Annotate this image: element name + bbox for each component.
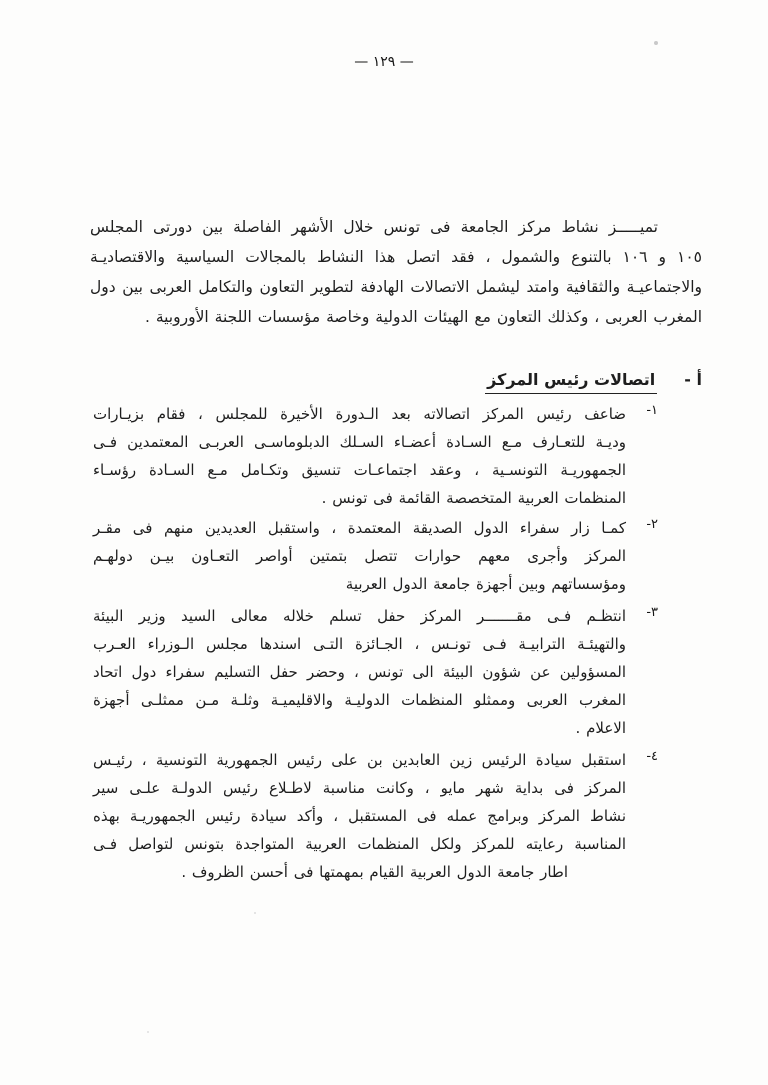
text-line: استقبل سيادة الرئيس زين العابدين بن على رئيس الجمهورية التونسية ، رئيـس <box>93 751 626 769</box>
text-line: المركز فى بداية شهر مايو ، وكانت مناسبة لاطـلاع رئيس الدولـة علـى سير <box>93 779 626 797</box>
scan-speck <box>254 912 256 914</box>
section-title: اتصالات رئيس المركز <box>485 370 657 394</box>
text-line: الجمهوريـة التونسـية ، وعقد اجتماعـات تنسيق وتكـامل مـع السـادة رؤسـاء <box>93 461 626 479</box>
text-line: اطار جامعة الدول العربية القيام بمهمتها فى أحسن الظروف . <box>181 863 568 881</box>
text-line: ومؤسساتهم وبين أجهزة جامعة الدول العربية <box>345 575 626 593</box>
text-line: المنظمات العربية المتخصصة القائمة فى تونس . <box>321 489 626 507</box>
item-number: ٣- <box>646 605 658 620</box>
text-line: المركز وأجرى معهم حوارات تتصل بتمتين أواصر التعـاون بيـن دولهـم <box>93 547 626 565</box>
text-line: كمـا زار سفراء الدول الصديقة المعتمدة ، واستقبل العديدين منهم فى مقـر <box>93 519 626 537</box>
item-number: ٤- <box>646 749 658 764</box>
text-line: المسؤولين عن شؤون البيئة الى تونس ، وحضر حفل التسليم سفراء دول اتحاد <box>93 663 626 681</box>
item-text <box>93 400 626 512</box>
text-line: المغرب العربى ، وكذلك التعاون مع الهيئات الدولية وخاصة مؤسسات اللجنة الأوروبية . <box>144 308 702 326</box>
list-item <box>93 400 658 512</box>
text-line: تميـــــز نشاط مركز الجامعة فى تونس خلال الأشهر الفاصلة بين دورتى المجلس <box>90 218 658 236</box>
list-item <box>93 602 658 742</box>
list-item <box>93 514 658 598</box>
page-number: — ١٢٩ — <box>354 54 414 70</box>
scan-speck <box>654 41 658 45</box>
item-number: ١- <box>646 403 658 418</box>
text-line: المناسبة رعايته للمركز ولكل المنظمات العربية المتواجدة بتونس لتواصل فـى <box>93 835 626 853</box>
list-item <box>93 746 658 886</box>
text-line: ١٠٥ و ١٠٦ بالتنوع والشمول ، فقد اتصل هذا النشاط بالمجالات السياسية والاقتصاديـة <box>90 248 702 266</box>
text-line: وديـة للتعـارف مـع السـادة أعضـاء السـلك الدبلوماسـى العربـى المعتمدين فـى <box>93 433 626 451</box>
intro-paragraph <box>90 212 702 332</box>
text-line: المغرب العربى وممثلو المنظمات الدوليـة والاقليميـة وثلـة مـن ممثلـى أجهزة <box>93 691 626 709</box>
section-heading <box>485 370 702 394</box>
section-marker: أ - <box>684 370 702 389</box>
text-line: انتظـم فـى مقـــــــر المركز حفل تسلم خلاله معالى السيد وزير البيئة <box>93 607 626 625</box>
text-line: نشاط المركز وبرامج عمله فى المستقبل ، وأكد سيادة رئيس الجمهوريـة بهذه <box>93 807 626 825</box>
item-text <box>93 602 626 742</box>
scan-speck <box>147 1031 149 1033</box>
text-line: ضاعف رئيس المركز اتصالاته بعد الـدورة الأخيرة للمجلس ، فقام بزيـارات <box>93 405 626 423</box>
text-line: والتهيئـة الترابيـة فـى تونـس ، الجـائزة التـى اسندها مجلس الـوزراء العـرب <box>93 635 626 653</box>
text-line: الاعلام . <box>575 719 626 737</box>
item-text <box>93 746 626 886</box>
item-text <box>93 514 626 598</box>
item-number: ٢- <box>646 517 658 532</box>
text-line: والاجتماعيـة والثقافية وامتد ليشمل الاتصالات الهادفة لتطوير التعاون والتكامل العربى بين دول <box>90 278 702 296</box>
